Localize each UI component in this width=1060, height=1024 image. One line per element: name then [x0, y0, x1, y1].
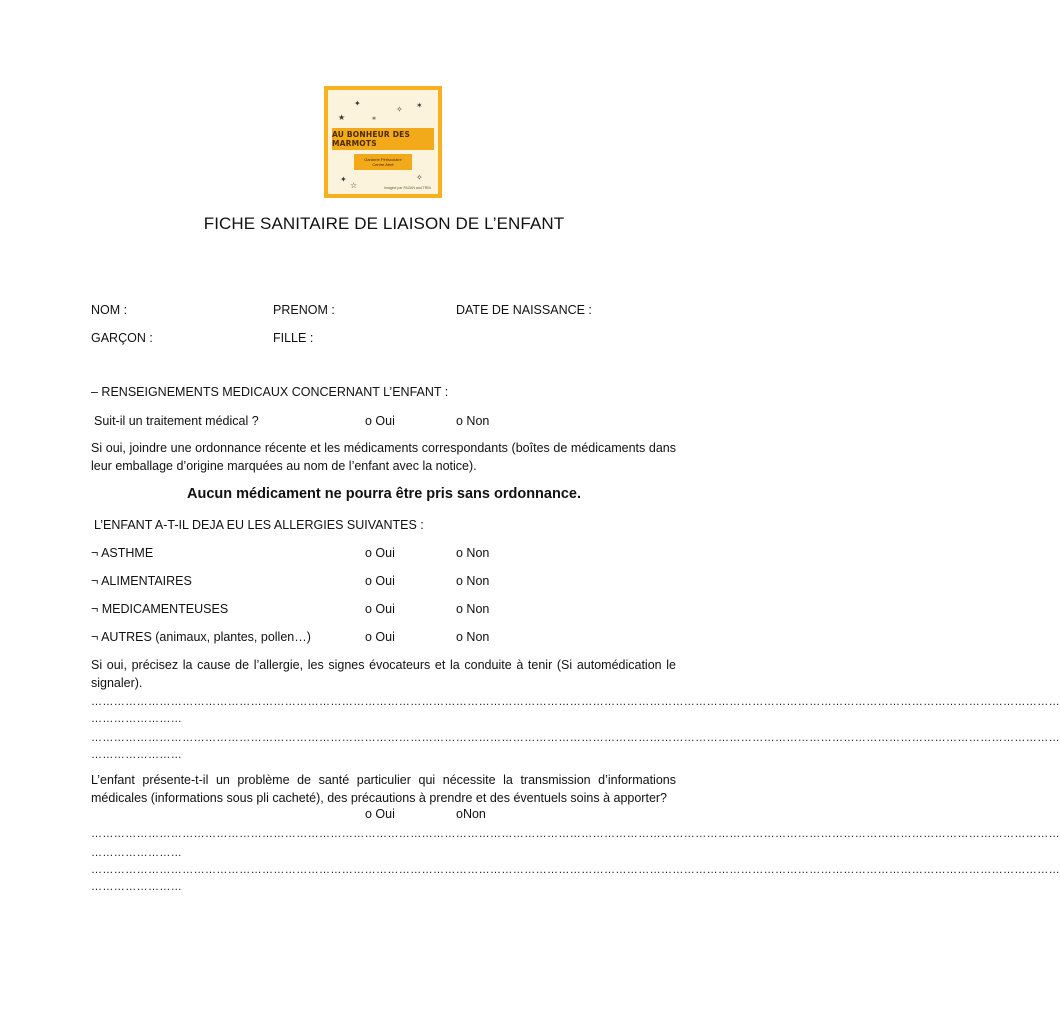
allergy-alimentaires-label: ¬ ALIMENTAIRES [91, 574, 192, 588]
allergy-autres-label: ¬ AUTRES (animaux, plantes, pollen…) [91, 630, 311, 644]
treatment-question: Suit-il un traitement médical ? [94, 414, 259, 428]
star-icon: ☆ [350, 181, 358, 190]
star-icon: ⁎ [372, 113, 376, 122]
star-icon: ✶ [416, 101, 423, 110]
health-answer-line: ………………………………………………………………………………………………………………………………………………………………………………………………………………………………… [91, 828, 1060, 840]
treatment-note: Si oui, joindre une ordonnance récente et les médicaments correspondants (boîtes de médicaments dans leur emballage d’origine marquées au nom de l’enfant avec la notice). [91, 441, 676, 473]
health-answer-line-end: …………………… [91, 881, 183, 893]
star-icon: ✧ [416, 173, 423, 182]
prenom-label: PRENOM : [273, 303, 335, 317]
logo-band-text: AU BONHEUR DES MARMOTS [332, 128, 434, 150]
health-answer-line-end: …………………… [91, 847, 183, 859]
allergy-answer-line: ………………………………………………………………………………………………………………………………………………………………………………………………………………………………… [91, 696, 1060, 708]
allergy-medicamenteuses-label: ¬ MEDICAMENTEUSES [91, 602, 229, 616]
allergy-asthme-non: o Non [456, 546, 490, 560]
prescription-warning: Aucun médicament ne pourra être pris sans ordonnance. [186, 486, 581, 502]
medical-heading: – RENSEIGNEMENTS MEDICAUX CONCERNANT L’ENFANT : [91, 385, 449, 399]
health-problem-non: oNon [456, 807, 490, 821]
garcon-label: GARÇON : [91, 331, 153, 345]
logo-background [328, 90, 438, 194]
star-icon: ✧ [396, 105, 403, 114]
date-naissance-label: DATE DE NAISSANCE : [456, 303, 592, 317]
treatment-non-option: o Non [456, 414, 490, 428]
allergy-autres-non: o Non [456, 630, 490, 644]
health-problem-question: L’enfant présente-t-il un problème de santé particulier qui nécessite la transmission d’informations médicales (informations sous pli cacheté), des précautions à prendre et des éventuels soins à apporter? [91, 773, 676, 805]
treatment-oui-option: o Oui [365, 414, 395, 428]
nom-label: NOM : [91, 303, 128, 317]
allergy-details-note: Si oui, précisez la cause de l’allergie, les signes évocateurs et la conduite à tenir (Si automédication le signaler). [91, 658, 676, 690]
allergy-answer-line-end: …………………… [91, 713, 183, 725]
logo-subtitle-line: Centre Aéré [372, 162, 394, 167]
star-icon: ✦ [340, 175, 347, 184]
allergy-alimentaires-oui: o Oui [365, 574, 395, 588]
logo-footer: Imaginé par PAZAN and TRIN [384, 186, 431, 190]
allergy-asthme-label: ¬ ASTHME [91, 546, 154, 560]
fille-label: FILLE : [273, 331, 314, 345]
allergy-autres-oui: o Oui [365, 630, 395, 644]
allergy-asthme-oui: o Oui [365, 546, 395, 560]
health-answer-line: ………………………………………………………………………………………………………………………………………………………………………………………………………………………………… [91, 864, 1060, 876]
allergies-heading: L’ENFANT A-T-IL DEJA EU LES ALLERGIES SUIVANTES : [94, 518, 424, 532]
allergy-alimentaires-non: o Non [456, 574, 490, 588]
star-icon: ★ [338, 113, 346, 122]
health-problem-oui: o Oui [365, 807, 399, 821]
logo-subtitle [354, 154, 412, 170]
logo-subtitle-line: Garderie Périscolaire [364, 157, 402, 162]
allergy-medicamenteuses-non: o Non [456, 602, 490, 616]
allergy-answer-line-end: …………………… [91, 749, 183, 761]
allergy-answer-line: ………………………………………………………………………………………………………………………………………………………………………………………………………………………………… [91, 732, 1060, 744]
star-icon: ✦ [354, 99, 361, 108]
logo [324, 86, 442, 198]
page-title: FICHE SANITAIRE DE LIAISON DE L’ENFANT [203, 214, 565, 233]
allergy-medicamenteuses-oui: o Oui [365, 602, 395, 616]
